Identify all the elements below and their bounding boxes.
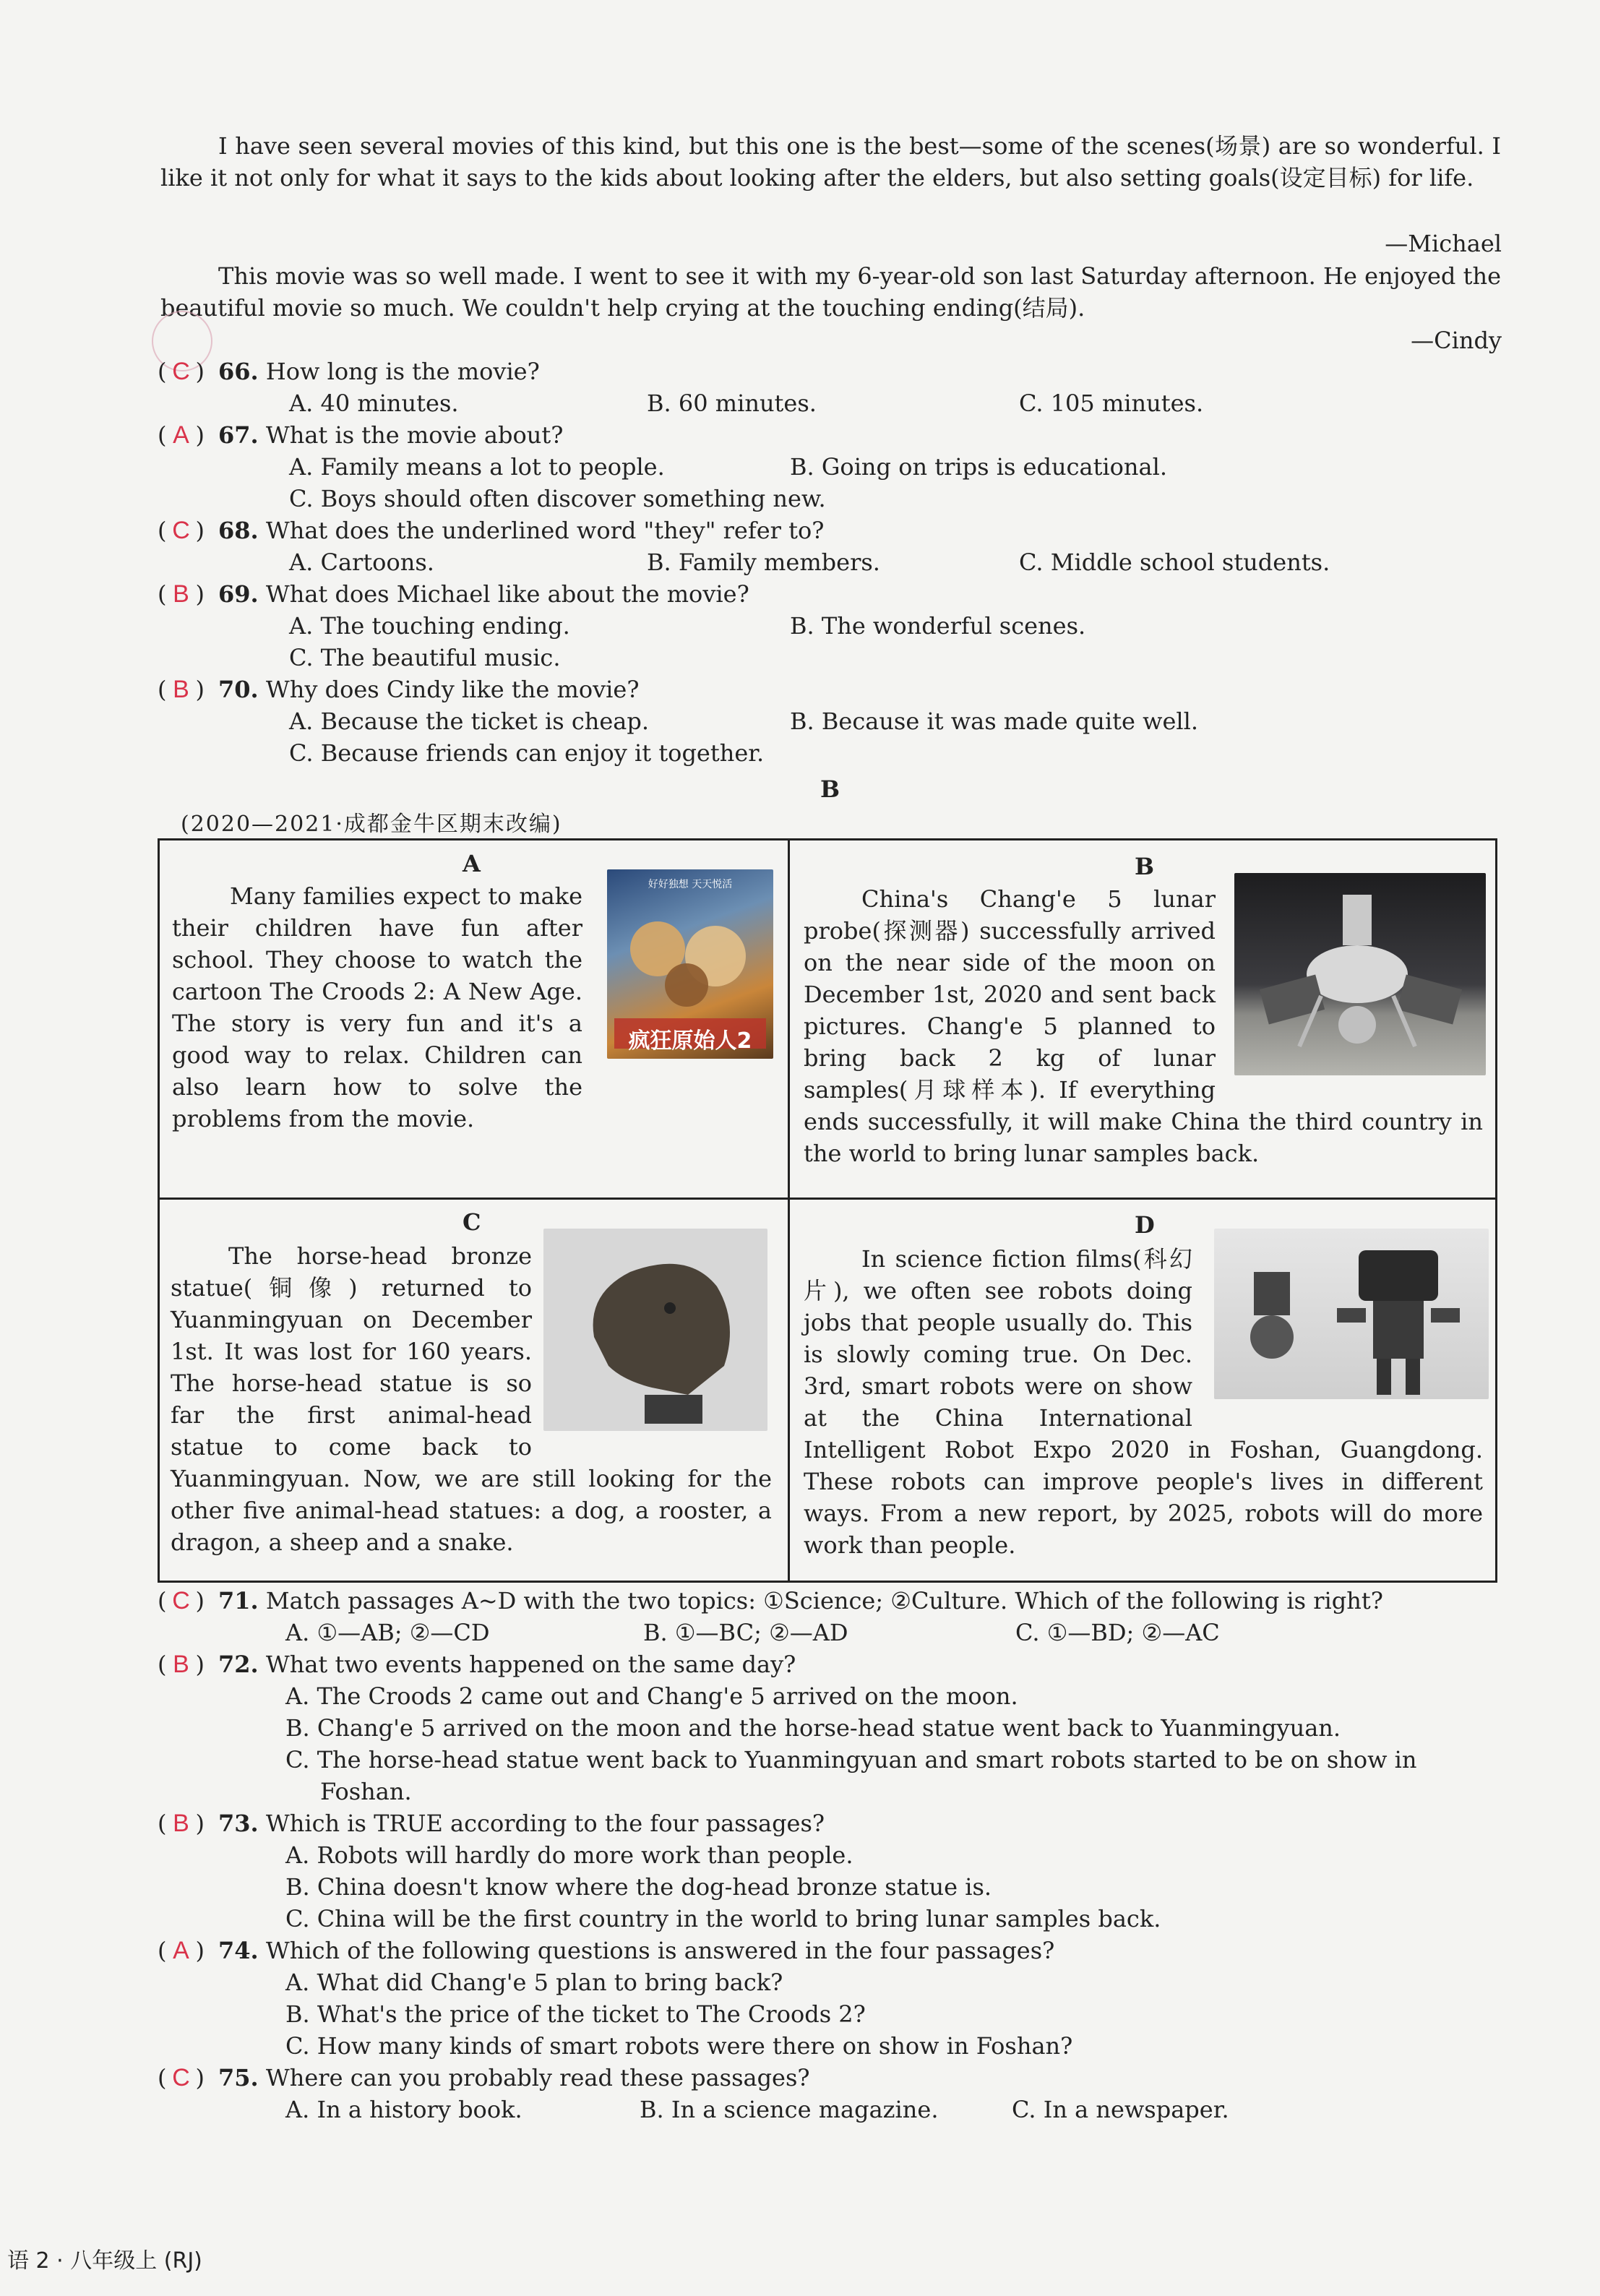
source-note: (2020—2021·成都金牛区期末改编): [181, 812, 562, 837]
question-69: ( B ) 69. What does Michael like about the movie?: [158, 578, 749, 610]
grid-divider-vertical: [788, 840, 790, 1581]
croods-poster-image: [607, 869, 773, 1059]
question-73: ( B ) 73. Which is TRUE according to the four passages?: [158, 1807, 825, 1839]
answer-mark: C: [172, 517, 190, 544]
probe-icon: [1234, 873, 1486, 1075]
passage-d-title: D: [1135, 1211, 1155, 1239]
horse-head-icon: [543, 1229, 767, 1431]
answer-mark: B: [173, 1810, 189, 1837]
option: C. The horse-head statue went back to Yuanmingyuan and smart robots started to be on show in: [285, 1746, 1417, 1773]
option: A. 40 minutes.: [289, 390, 459, 417]
option: A. In a history book.: [285, 2096, 522, 2123]
signature-michael: —Michael: [1385, 230, 1502, 257]
option: B. What's the price of the ticket to The Croods 2?: [285, 2000, 866, 2028]
option: C. How many kinds of smart robots were there on show in Foshan?: [285, 2032, 1073, 2060]
answer-mark: B: [173, 676, 189, 703]
option: C. Middle school students.: [1019, 549, 1330, 576]
option: A. Family means a lot to people.: [289, 453, 665, 481]
option: A. Cartoons.: [289, 549, 434, 576]
answer-mark: C: [172, 358, 190, 385]
option: A. The touching ending.: [289, 612, 570, 640]
question-74: ( A ) 74. Which of the following questions is answered in the four passages?: [158, 1935, 1054, 1966]
section-b-label: B: [820, 775, 840, 803]
horse-head-statue-image: [543, 1229, 767, 1431]
option: B. Chang'e 5 arrived on the moon and the horse-head statue went back to Yuanmingyuan.: [285, 1714, 1341, 1742]
option: C. 105 minutes.: [1019, 390, 1204, 417]
poster-title: 疯狂原始人2: [628, 1028, 752, 1054]
lunar-probe-image: [1234, 873, 1486, 1075]
option: A. Because the ticket is cheap.: [289, 708, 650, 735]
passage-d-text: In science fiction films(科幻片), we often see robots doing jobs that people usually do. This is slowly coming true. On Dec. 3rd, smart robots were on show at the China International Intelligent Robot Expo 2020 in Foshan, Guangdong. These robots can improve people's lives in different ways. From a new report, by 2025, robots will do more work than people.: [804, 1243, 1483, 1561]
question-68: ( C ) 68. What does the underlined word "they" refer to?: [158, 515, 824, 546]
question-72: ( B ) 72. What two events happened on the same day?: [158, 1648, 796, 1680]
review-cindy: This movie was so well made. I went to see it with my 6-year-old son last Saturday afternoon. He enjoyed the beautiful movie so much. We couldn't help crying at the touching ending(结局).: [160, 262, 1501, 322]
answer-mark: A: [173, 421, 189, 449]
robot-icon: [1214, 1229, 1489, 1399]
answer-mark: A: [173, 1937, 189, 1964]
poster-tagline: 好好独想 天天悦活: [648, 879, 733, 890]
answer-mark: C: [172, 1587, 190, 1614]
review-michael: I have seen several movies of this kind, but this one is the best—some of the scenes(场景) are so wonderful. I like it not only for what it says to the kids about looking after the elders, but also setting goals(设定目标) for life.: [160, 132, 1501, 192]
option: B. The wonderful scenes.: [790, 612, 1086, 640]
answer-mark: B: [173, 580, 189, 608]
option: B. Family members.: [647, 549, 880, 576]
option: Foshan.: [320, 1778, 412, 1805]
option: B. Going on trips is educational.: [790, 453, 1168, 481]
option: B. Because it was made quite well.: [790, 708, 1199, 735]
passage-b-text: China's Chang'e 5 lunar probe(探测器) successfully arrived on the near side of the moon on December 1st, 2020 and sent back pictures. Chang'e 5 planned to bring back 2 kg of lunar samples(月球样本). If everything ends successfully, it will make China the third country in the world to bring lunar samples back.: [804, 883, 1483, 1169]
question-75: ( C ) 75. Where can you probably read these passages?: [158, 2062, 810, 2094]
option: C. Boys should often discover something new.: [289, 485, 826, 512]
answer-mark: C: [172, 2064, 190, 2091]
passage-c-title: C: [463, 1208, 481, 1236]
smart-robots-image: [1214, 1229, 1489, 1399]
option: C. The beautiful music.: [289, 644, 561, 671]
option: B. ①—BC; ②—AD: [643, 1619, 848, 1646]
signature-cindy: —Cindy: [1411, 327, 1502, 354]
option: C. Because friends can enjoy it together.: [289, 739, 765, 767]
option: C. In a newspaper.: [1012, 2096, 1229, 2123]
passage-c-text: The horse-head bronze statue(铜像) returned to Yuanmingyuan on December 1st. It was lost for 160 years. The horse-head statue is so far the first animal-head statue to come back to Yuanmingyuan. Now, we are still looking for the other five animal-head statues: a dog, a rooster, a dragon, a sheep and a snake.: [171, 1240, 772, 1558]
passage-a-title: A: [463, 850, 481, 877]
question-66: ( C ) 66. How long is the movie?: [158, 356, 540, 387]
option: A. What did Chang'e 5 plan to bring back?: [285, 1969, 783, 1996]
option: B. China doesn't know where the dog-head bronze statue is.: [285, 1873, 992, 1901]
passage-b-title: B: [1135, 853, 1155, 880]
question-70: ( B ) 70. Why does Cindy like the movie?: [158, 674, 640, 705]
question-67: ( A ) 67. What is the movie about?: [158, 419, 563, 451]
option: A. Robots will hardly do more work than people.: [285, 1841, 853, 1869]
option: B. 60 minutes.: [647, 390, 817, 417]
question-71: ( C ) 71. Match passages A~D with the two topics: ①Science; ②Culture. Which of the following is right?: [158, 1585, 1383, 1617]
page-footer: 语 2 · 八年级上 (RJ): [7, 2248, 202, 2274]
option: B. In a science magazine.: [640, 2096, 939, 2123]
option: C. ①—BD; ②—AC: [1015, 1619, 1220, 1646]
passage-a-text: Many families expect to make their children have fun after school. They choose to watch the cartoon The Croods 2: A New Age. The story is very fun and it's a good way to relax. Children can also learn how to solve the problems from the movie.: [172, 882, 582, 1132]
option: A. The Croods 2 came out and Chang'e 5 arrived on the moon.: [285, 1682, 1018, 1710]
option: A. ①—AB; ②—CD: [285, 1619, 490, 1646]
answer-mark: B: [173, 1651, 189, 1678]
grid-divider-horizontal: [160, 1198, 1495, 1200]
option: C. China will be the first country in the world to bring lunar samples back.: [285, 1905, 1161, 1932]
